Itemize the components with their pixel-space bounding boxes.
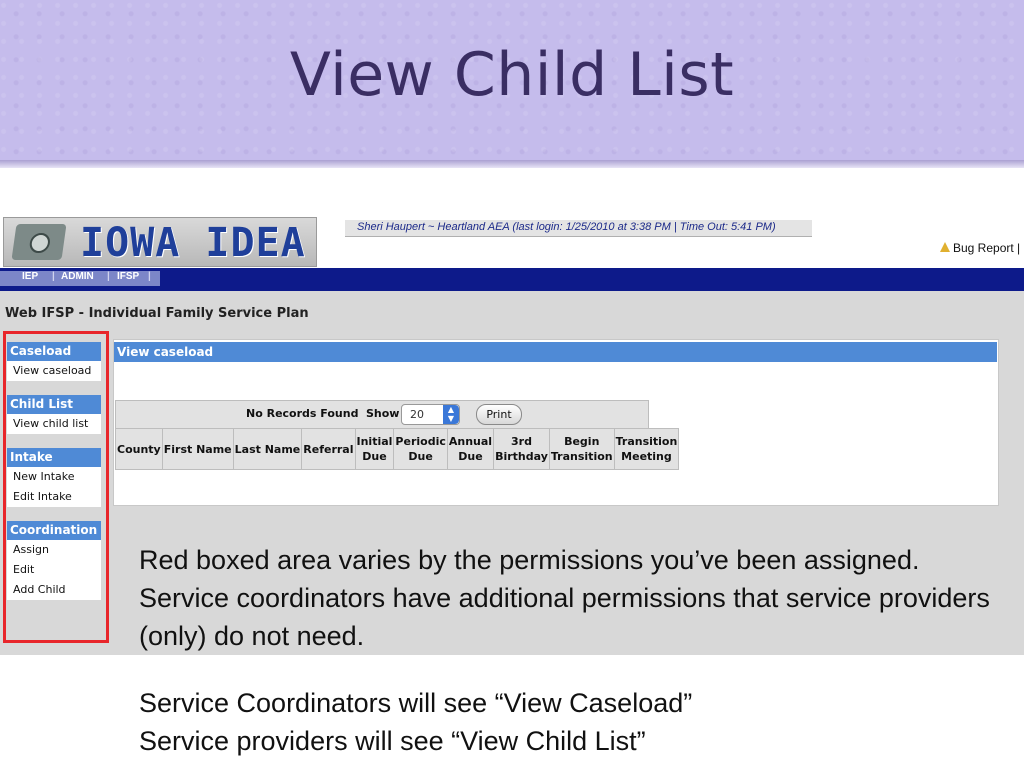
print-button[interactable]: Print (476, 404, 522, 425)
sidebar-item-edit-intake[interactable]: Edit Intake (13, 490, 72, 503)
tab-iep[interactable]: IEP (22, 271, 39, 282)
records-toolbar (115, 400, 649, 429)
login-info: Sheri Haupert ~ Heartland AEA (last login: 1/25/2010 at 3:38 PM | Time Out: 5:41 PM) (357, 221, 776, 233)
sidebar-heading-coordination: Coordination (7, 521, 101, 540)
records-count: No Records Found (246, 407, 359, 420)
tab-admin[interactable]: ADMIN (61, 271, 94, 282)
sidebar-heading-child-list: Child List (7, 395, 101, 414)
caseload-table (115, 428, 679, 470)
sidebar-item-edit[interactable]: Edit (13, 563, 35, 576)
iowa-state-icon (11, 224, 66, 260)
slide-body-paragraph: Red boxed area varies by the permissions you’ve been assigned. Service coordinators have additional permissions that service providers (only) do not need. (139, 545, 990, 651)
panel-header: View caseload (114, 342, 997, 362)
col-periodic-due[interactable]: Periodic Due (394, 429, 447, 470)
sidebar-item-view-child-list[interactable]: View child list (13, 417, 89, 430)
sidebar-item-view-caseload[interactable]: View caseload (13, 364, 92, 377)
sidebar-item-new-intake[interactable]: New Intake (13, 470, 75, 483)
logo-text: IOWA IDEA (80, 220, 306, 266)
slide-body-line-coordinators: Service Coordinators will see “View Caseload” (139, 688, 693, 718)
permissions-highlight-box (3, 331, 109, 643)
sidebar-heading-caseload: Caseload (7, 342, 101, 361)
show-label: Show (366, 407, 400, 420)
slide-title: View Child List (289, 40, 735, 110)
show-count-select[interactable] (401, 404, 460, 425)
col-3rd-birthday[interactable]: 3rd Birthday (494, 429, 550, 470)
bug-report-label: Bug Report | (953, 241, 1021, 255)
app-header (0, 213, 1024, 268)
col-county[interactable]: County (116, 429, 163, 470)
login-info-bar (345, 220, 812, 237)
table-header-row (116, 429, 679, 470)
col-last-name[interactable]: Last Name (233, 429, 302, 470)
iowa-idea-logo[interactable] (3, 217, 317, 267)
sidebar-item-add-child[interactable]: Add Child (13, 583, 66, 596)
page-heading: Web IFSP - Individual Family Service Plan (5, 306, 309, 321)
select-arrows-icon: ▲ ▼ (443, 405, 459, 424)
col-first-name[interactable]: First Name (162, 429, 233, 470)
sidebar-item-assign[interactable]: Assign (13, 543, 49, 556)
caseload-panel (113, 339, 999, 506)
col-referral[interactable]: Referral (302, 429, 355, 470)
bug-report-link[interactable] (940, 241, 1020, 255)
tab-ifsp[interactable]: IFSP (117, 271, 140, 282)
col-transition-meeting[interactable]: Transition Meeting (614, 429, 679, 470)
col-annual-due[interactable]: Annual Due (447, 429, 493, 470)
nav-tabs: IEP | ADMIN | IFSP | (0, 271, 160, 286)
show-count-value: 20 (410, 408, 424, 421)
col-initial-due[interactable]: Initial Due (355, 429, 394, 470)
col-begin-transition[interactable]: Begin Transition (549, 429, 614, 470)
slide-body-line-providers: Service providers will see “View Child List” (139, 726, 646, 756)
title-band-shadow (0, 160, 1024, 168)
sidebar-heading-intake: Intake (7, 448, 101, 467)
warning-icon (940, 242, 950, 252)
